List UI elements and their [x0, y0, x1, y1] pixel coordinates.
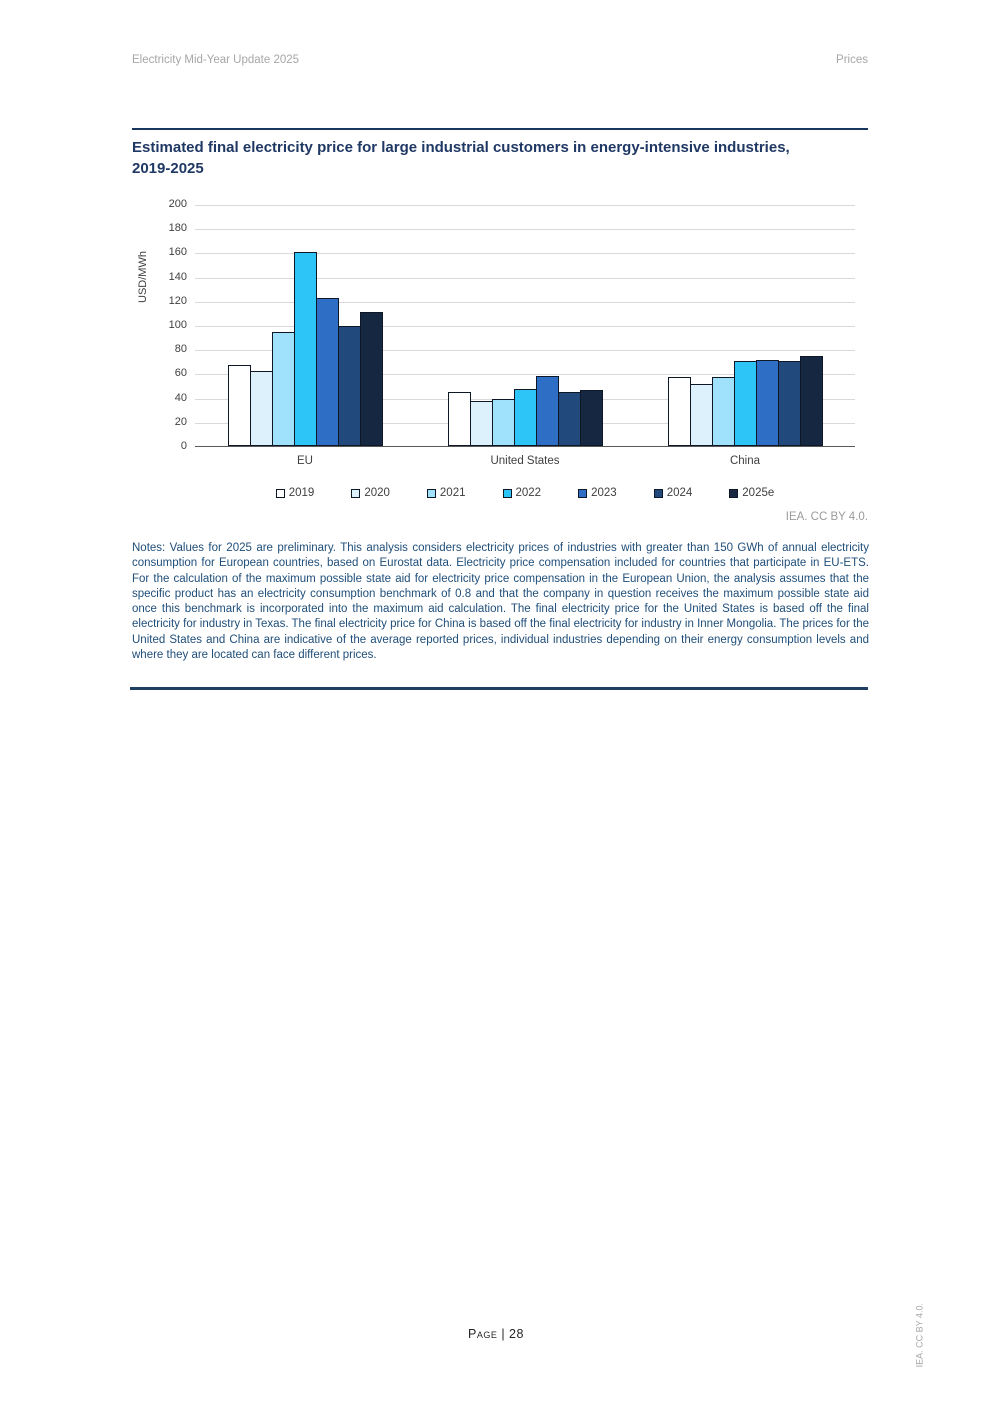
- bar-2019: [228, 365, 251, 446]
- bar-2024: [558, 392, 581, 446]
- legend-swatch: [654, 489, 663, 498]
- legend-label: 2019: [288, 487, 315, 499]
- y-tick-label: 40: [174, 391, 187, 404]
- header-document-title: Electricity Mid-Year Update 2025: [132, 54, 300, 66]
- y-tick-label: 120: [168, 294, 187, 307]
- bar-2023: [316, 298, 339, 446]
- page-header: [132, 54, 868, 66]
- plot-area: [168, 198, 855, 452]
- y-tick-label: 60: [174, 367, 187, 380]
- bar-2024: [338, 326, 361, 446]
- legend-label: 2021: [439, 487, 466, 499]
- legend-label: 2022: [515, 487, 542, 499]
- bar-2023: [536, 376, 559, 446]
- y-axis-label: USD/MWh: [137, 251, 149, 303]
- figure-title-rule: [132, 128, 868, 130]
- header-section-label: Prices: [836, 54, 868, 66]
- bar-chart: [132, 198, 868, 505]
- bar-2021: [272, 332, 295, 446]
- bar-2022: [734, 361, 757, 446]
- bar-group-china: [635, 204, 855, 446]
- bar-2022: [514, 389, 537, 446]
- x-category-label: China: [729, 455, 761, 467]
- figure-title: Estimated final electricity price for large industrial customers in energy-intensive industries, 2019-2025: [132, 139, 790, 177]
- legend-item-2020: [351, 487, 390, 499]
- legend-label: 2023: [591, 487, 617, 499]
- bar-2020: [250, 371, 273, 446]
- bar-2019: [668, 377, 691, 446]
- chart-attribution: IEA. CC BY 4.0.: [785, 511, 868, 523]
- legend-item-2019: [276, 487, 315, 499]
- legend-swatch: [578, 489, 587, 498]
- y-tick-label: 180: [168, 222, 187, 235]
- bar-2025e: [360, 312, 383, 446]
- legend-item-2021: [427, 487, 466, 499]
- bar-2023: [756, 360, 779, 446]
- figure-notes: Notes: Values for 2025 are preliminary. This analysis considers electricity prices of industries with greater than 150 GWh of annual electricity consumption for European countries, based on Eurostat data. Electricity price compensation included for countries that participate in EU-ETS. For the calculation of the maximum possible state aid for electricity price compensation in the European Union, the analysis assumes that the specific product has an electricity consumption benchmark of 0.8 and that the company in question receives the maximum possible state aid once this benchmark is incorporated into the maximum aid calculation. The final electricity price for the United States is based off the final electricity for industry in Texas. The final electricity price for China is based off the final electricity for industry in Inner Mongolia. The prices for the United States and China are indicative of the average reported prices, individual industries depending on their energy consumption levels and where they are located can face different prices.: [132, 542, 869, 662]
- legend-label: 2024: [666, 487, 693, 499]
- legend-item-2025e: [729, 487, 774, 499]
- bar-2024: [778, 361, 801, 446]
- legend-swatch: [351, 489, 360, 498]
- section-divider-rule: [130, 687, 868, 690]
- legend-swatch: [427, 489, 436, 498]
- bar-group-eu: [195, 204, 415, 446]
- legend-label: 2025e: [742, 487, 775, 499]
- legend-swatch: [503, 489, 512, 498]
- y-tick-label: 80: [174, 343, 187, 356]
- bar-2025e: [580, 390, 603, 446]
- bar-group-united-states: [415, 204, 635, 446]
- legend-label: 2020: [364, 487, 390, 499]
- legend-item-2023: [578, 487, 617, 499]
- legend-swatch: [276, 489, 285, 498]
- y-tick-label: 20: [174, 415, 187, 428]
- bar-2021: [492, 399, 515, 446]
- y-tick-label: 100: [168, 319, 187, 331]
- y-tick-label: 0: [180, 440, 187, 452]
- side-attribution-vertical: IEA. CC BY 4.0.: [914, 1303, 924, 1368]
- y-tick-label: 160: [168, 246, 187, 259]
- bar-2025e: [800, 356, 823, 446]
- x-category-label: EU: [297, 455, 313, 467]
- bar-2020: [470, 401, 493, 446]
- x-category-label: United States: [490, 455, 560, 467]
- legend-item-2022: [503, 487, 542, 499]
- legend-swatch: [729, 489, 738, 498]
- legend-item-2024: [654, 487, 693, 499]
- y-tick-label: 140: [168, 270, 187, 283]
- chart-legend: [195, 487, 855, 499]
- page-number: Page | 28: [468, 1327, 524, 1341]
- bar-2019: [448, 392, 471, 446]
- bar-2020: [690, 384, 713, 446]
- bar-2022: [294, 252, 317, 446]
- y-tick-label: 200: [168, 198, 187, 210]
- bar-2021: [712, 377, 735, 446]
